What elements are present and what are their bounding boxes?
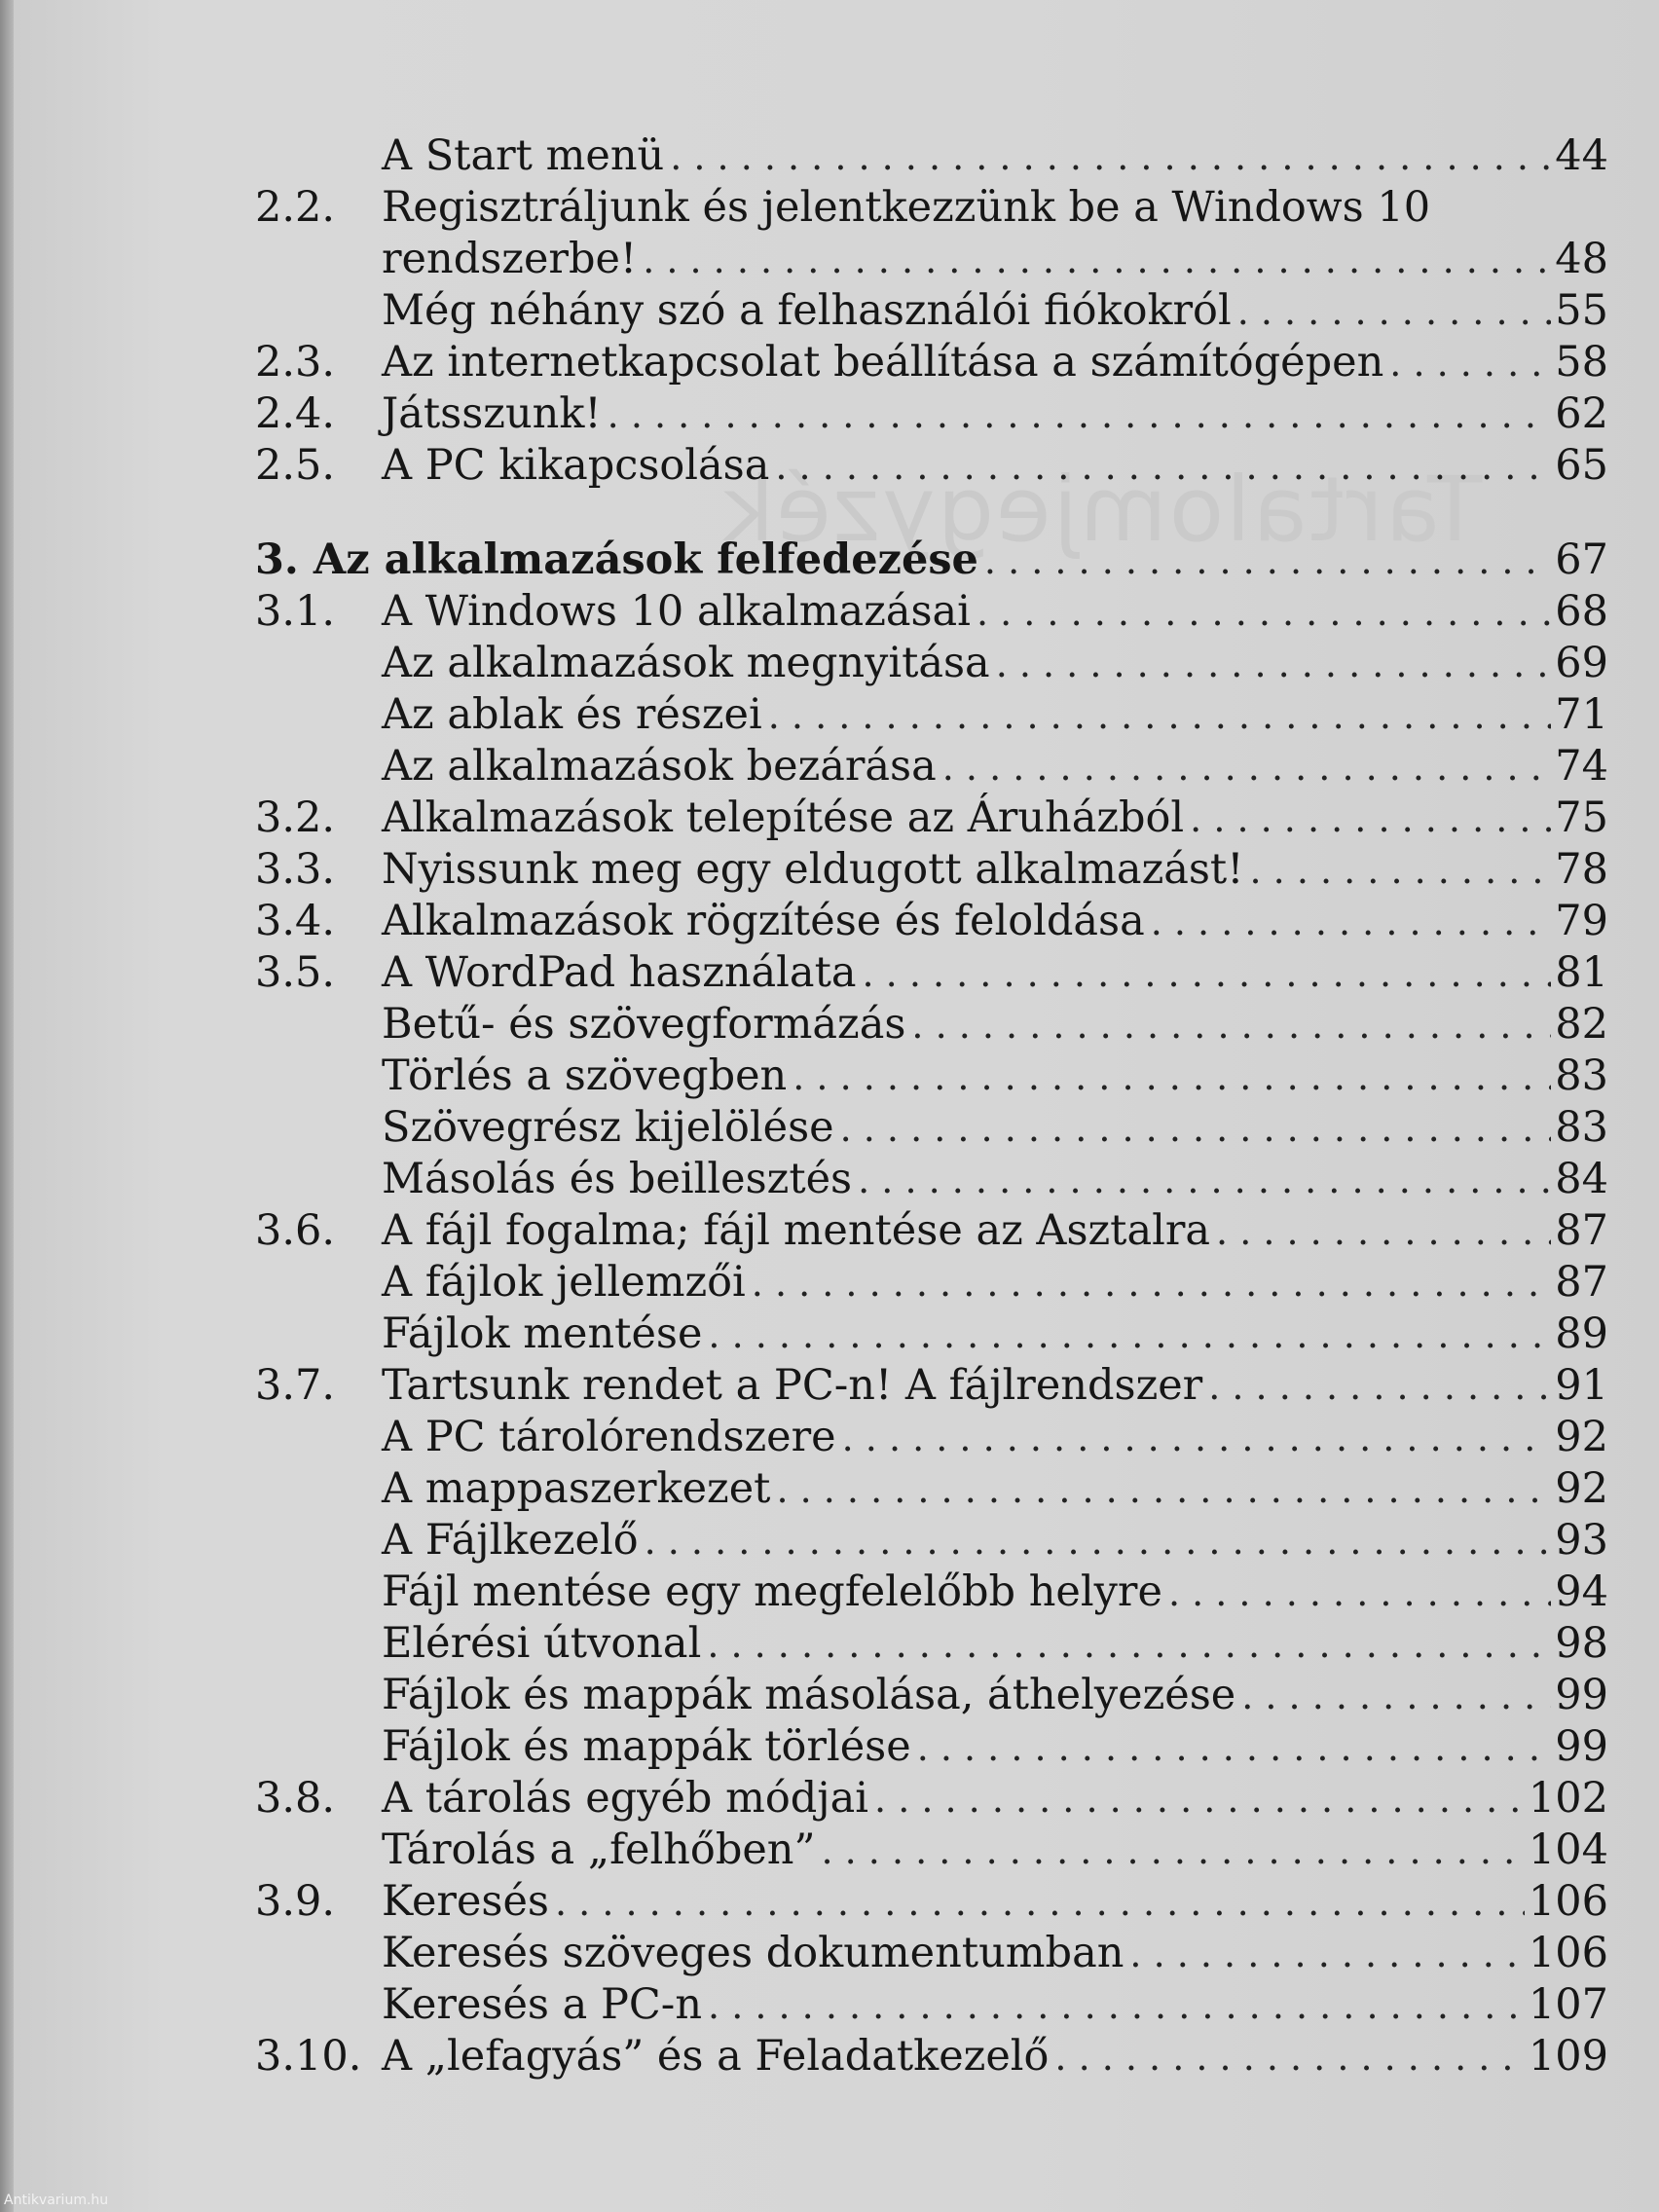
toc-entry-number: 3.10. — [255, 2032, 362, 2081]
toc-entry — [255, 1825, 1608, 1877]
toc-entry-page: 71 — [1555, 690, 1608, 739]
toc-entry — [255, 1206, 1608, 1258]
toc-entry-title: Az alkalmazások bezárása — [382, 742, 937, 791]
toc-entry — [255, 1155, 1608, 1206]
toc-entry-page: 91 — [1555, 1361, 1608, 1410]
toc-entry-page: 99 — [1555, 1671, 1608, 1719]
toc-entry — [255, 1619, 1608, 1671]
dot-leader — [752, 1262, 1552, 1305]
toc-entry-title: Betű- és szövegformázás — [382, 1000, 906, 1049]
toc-entry-number: 3.3. — [255, 845, 336, 894]
toc-entry — [255, 948, 1608, 1000]
dot-leader — [643, 239, 1551, 281]
page-edge — [0, 0, 14, 2212]
toc-entry-number: 3.8. — [255, 1774, 336, 1823]
toc-entry-title: Játsszunk! — [382, 389, 602, 438]
toc-entry-page: 99 — [1555, 1722, 1608, 1771]
toc-entry-title: A mappaszerkezet — [382, 1464, 771, 1513]
toc-entry-title: Keresés szöveges dokumentumban — [382, 1929, 1124, 1977]
dot-leader — [555, 1881, 1525, 1924]
dot-leader — [608, 393, 1552, 436]
toc-entry — [255, 1722, 1608, 1774]
dot-leader — [821, 1829, 1524, 1872]
toc-entry-title: Másolás és beillesztés — [382, 1155, 853, 1203]
toc-entry-page: 48 — [1555, 235, 1608, 283]
dot-leader — [645, 1520, 1552, 1563]
toc-entry-page: 69 — [1555, 639, 1608, 687]
toc-entry-title: A PC tárolórendszere — [382, 1413, 836, 1461]
toc-entry — [255, 286, 1608, 338]
toc-entry — [255, 1309, 1608, 1361]
toc-entry — [255, 2032, 1608, 2083]
toc-entry — [255, 535, 1608, 587]
toc-entry-page: 107 — [1528, 1980, 1608, 2029]
toc-entry-number: 3.2. — [255, 793, 336, 842]
toc-entry — [255, 587, 1608, 639]
toc-entry — [255, 338, 1608, 389]
toc-entry — [255, 1103, 1608, 1155]
dot-leader — [942, 746, 1552, 789]
dot-leader — [1129, 1933, 1525, 1975]
toc-entry-page: 83 — [1555, 1103, 1608, 1152]
toc-entry-page: 104 — [1528, 1825, 1608, 1874]
toc-entry — [255, 1361, 1608, 1413]
toc-entry-page: 62 — [1555, 389, 1608, 438]
toc-entry-page: 79 — [1555, 897, 1608, 945]
toc-entry-page: 92 — [1555, 1413, 1608, 1461]
toc-entry-page: 83 — [1555, 1051, 1608, 1100]
dot-leader — [793, 1055, 1551, 1098]
toc-entry — [255, 639, 1608, 690]
toc-entry-page: 106 — [1528, 1929, 1608, 1977]
toc-entry-title: rendszerbe! — [382, 235, 638, 283]
watermark: Antikvarium.hu — [4, 2193, 109, 2208]
toc-entry — [255, 183, 1608, 235]
toc-entry-page: 89 — [1555, 1309, 1608, 1358]
dot-leader — [768, 694, 1552, 737]
toc-entry-page: 109 — [1528, 2032, 1608, 2081]
dot-leader — [1190, 797, 1551, 840]
dot-leader — [670, 135, 1551, 178]
toc-entry-title: Az ablak és részei — [382, 690, 762, 739]
toc-entry-title: A Fájlkezelő — [382, 1516, 639, 1565]
toc-entry-page: 87 — [1555, 1258, 1608, 1307]
toc-entry — [255, 1516, 1608, 1567]
dot-leader — [1241, 1675, 1551, 1717]
dot-leader — [775, 445, 1551, 488]
toc-entry-title: Elérési útvonal — [382, 1619, 702, 1668]
toc-entry-page: 102 — [1528, 1774, 1608, 1823]
toc-entry-page: 58 — [1555, 338, 1608, 387]
dot-leader — [707, 1623, 1551, 1666]
dot-leader — [874, 1778, 1525, 1821]
toc-entry-page: 87 — [1555, 1206, 1608, 1255]
toc-entry-page: 55 — [1555, 286, 1608, 335]
toc-entry — [255, 690, 1608, 742]
toc-entry-title: Nyissunk meg egy eldugott alkalmazást! — [382, 845, 1244, 894]
table-of-contents — [255, 131, 1608, 2083]
dot-leader — [1216, 1210, 1551, 1253]
toc-entry — [255, 131, 1608, 183]
toc-entry-page: 98 — [1555, 1619, 1608, 1668]
dot-leader — [984, 539, 1551, 582]
dot-leader — [1168, 1571, 1551, 1614]
toc-entry-page: 65 — [1555, 441, 1608, 490]
toc-entry-page: 81 — [1555, 948, 1608, 997]
dot-leader — [708, 1313, 1551, 1356]
toc-entry-page: 75 — [1555, 793, 1608, 842]
toc-entry — [255, 1000, 1608, 1051]
dot-leader — [1054, 2036, 1525, 2079]
toc-entry-title: Az internetkapcsolat beállítása a számítógépen — [382, 338, 1384, 387]
toc-entry-title: Fájlok mentése — [382, 1309, 703, 1358]
toc-entry-number: 3.9. — [255, 1877, 336, 1926]
toc-entry — [255, 1980, 1608, 2032]
dot-leader — [1237, 290, 1552, 333]
toc-entry — [255, 1567, 1608, 1619]
dot-leader — [1389, 342, 1551, 385]
dot-leader — [1151, 901, 1552, 943]
toc-entry-title: A Start menü — [382, 131, 665, 180]
toc-entry — [255, 845, 1608, 897]
toc-entry — [255, 1051, 1608, 1103]
toc-entry-number: 2.4. — [255, 389, 336, 438]
show-through-heading: Tartalomjegyzék — [720, 458, 1483, 562]
toc-entry-page: 78 — [1555, 845, 1608, 894]
toc-entry-title: A Windows 10 alkalmazásai — [382, 587, 971, 636]
dot-leader — [842, 1417, 1552, 1459]
toc-entry — [255, 1413, 1608, 1464]
toc-entry-title: A fájl fogalma; fájl mentése az Asztalra — [382, 1206, 1211, 1255]
dot-leader — [840, 1107, 1552, 1150]
toc-entry-title: Regisztráljunk és jelentkezzünk be a Windows 10 — [382, 183, 1431, 232]
toc-entry-title: Fájl mentése egy megfelelőbb helyre — [382, 1567, 1162, 1616]
toc-entry-title: Törlés a szövegben — [382, 1051, 788, 1100]
toc-entry-page: 92 — [1555, 1464, 1608, 1513]
toc-entry-title: Még néhány szó a felhasználói fiókokról — [382, 286, 1232, 335]
dot-leader — [911, 1004, 1551, 1047]
toc-entry-number: 2.5. — [255, 441, 336, 490]
toc-entry-title: A fájlok jellemzői — [382, 1258, 746, 1307]
dot-leader — [776, 1468, 1551, 1511]
dot-leader — [977, 591, 1551, 634]
toc-entry — [255, 793, 1608, 845]
toc-entry-title: Szövegrész kijelölése — [382, 1103, 834, 1152]
toc-entry-title: A WordPad használata — [382, 948, 857, 997]
toc-entry-title: Keresés — [382, 1877, 549, 1926]
toc-entry-number: 2.3. — [255, 338, 336, 387]
toc-entry-number: 3.4. — [255, 897, 336, 945]
toc-entry-title: Az alkalmazások megnyitása — [382, 639, 990, 687]
toc-entry-number: 2.2. — [255, 183, 336, 232]
toc-entry-number: 3.1. — [255, 587, 336, 636]
toc-entry-title: Tárolás a „felhőben” — [382, 1825, 816, 1874]
toc-entry — [255, 1877, 1608, 1929]
toc-entry-title: Alkalmazások rögzítése és feloldása — [382, 897, 1145, 945]
toc-entry — [255, 1929, 1608, 1980]
toc-entry-page: 106 — [1528, 1877, 1608, 1926]
toc-entry-title: Alkalmazások telepítése az Áruházból — [382, 793, 1185, 842]
toc-entry — [255, 389, 1608, 441]
toc-entry-page: 94 — [1555, 1567, 1608, 1616]
toc-entry — [255, 1258, 1608, 1309]
toc-entry-page: 93 — [1555, 1516, 1608, 1565]
toc-entry — [255, 742, 1608, 793]
dot-leader — [996, 643, 1552, 685]
dot-leader — [1208, 1365, 1551, 1408]
toc-entry — [255, 235, 1608, 286]
dot-leader — [708, 1984, 1525, 2027]
toc-entry-page: 67 — [1555, 535, 1608, 584]
dot-leader — [863, 952, 1552, 995]
toc-entry-page: 68 — [1555, 587, 1608, 636]
toc-entry-title: A „lefagyás” és a Feladatkezelő — [382, 2032, 1050, 2081]
toc-entry-title: A PC kikapcsolása — [382, 441, 770, 490]
toc-entry-page: 82 — [1555, 1000, 1608, 1049]
toc-entry-number: 3.6. — [255, 1206, 336, 1255]
toc-entry — [255, 1671, 1608, 1722]
toc-entry — [255, 1464, 1608, 1516]
toc-entry — [255, 1774, 1608, 1825]
toc-entry-title: Tartsunk rendet a PC-n! A fájlrendszer — [382, 1361, 1203, 1410]
toc-entry-title: Fájlok és mappák törlése — [382, 1722, 911, 1771]
dot-leader — [917, 1726, 1552, 1769]
toc-entry — [255, 897, 1608, 948]
toc-entry — [255, 441, 1608, 493]
toc-entry-number: 3.5. — [255, 948, 336, 997]
toc-entry-title: Fájlok és mappák másolása, áthelyezése — [382, 1671, 1236, 1719]
toc-entry-page: 84 — [1555, 1155, 1608, 1203]
toc-entry-page: 74 — [1555, 742, 1608, 791]
dot-leader — [858, 1159, 1551, 1201]
toc-entry-title: Keresés a PC-n — [382, 1980, 703, 2029]
toc-entry-number: 3.7. — [255, 1361, 336, 1410]
dot-leader — [1250, 849, 1552, 892]
toc-entry-page: 44 — [1555, 131, 1608, 180]
toc-entry-title: 3. Az alkalmazások felfedezése — [255, 535, 978, 584]
toc-entry-title: A tárolás egyéb módjai — [382, 1774, 869, 1823]
